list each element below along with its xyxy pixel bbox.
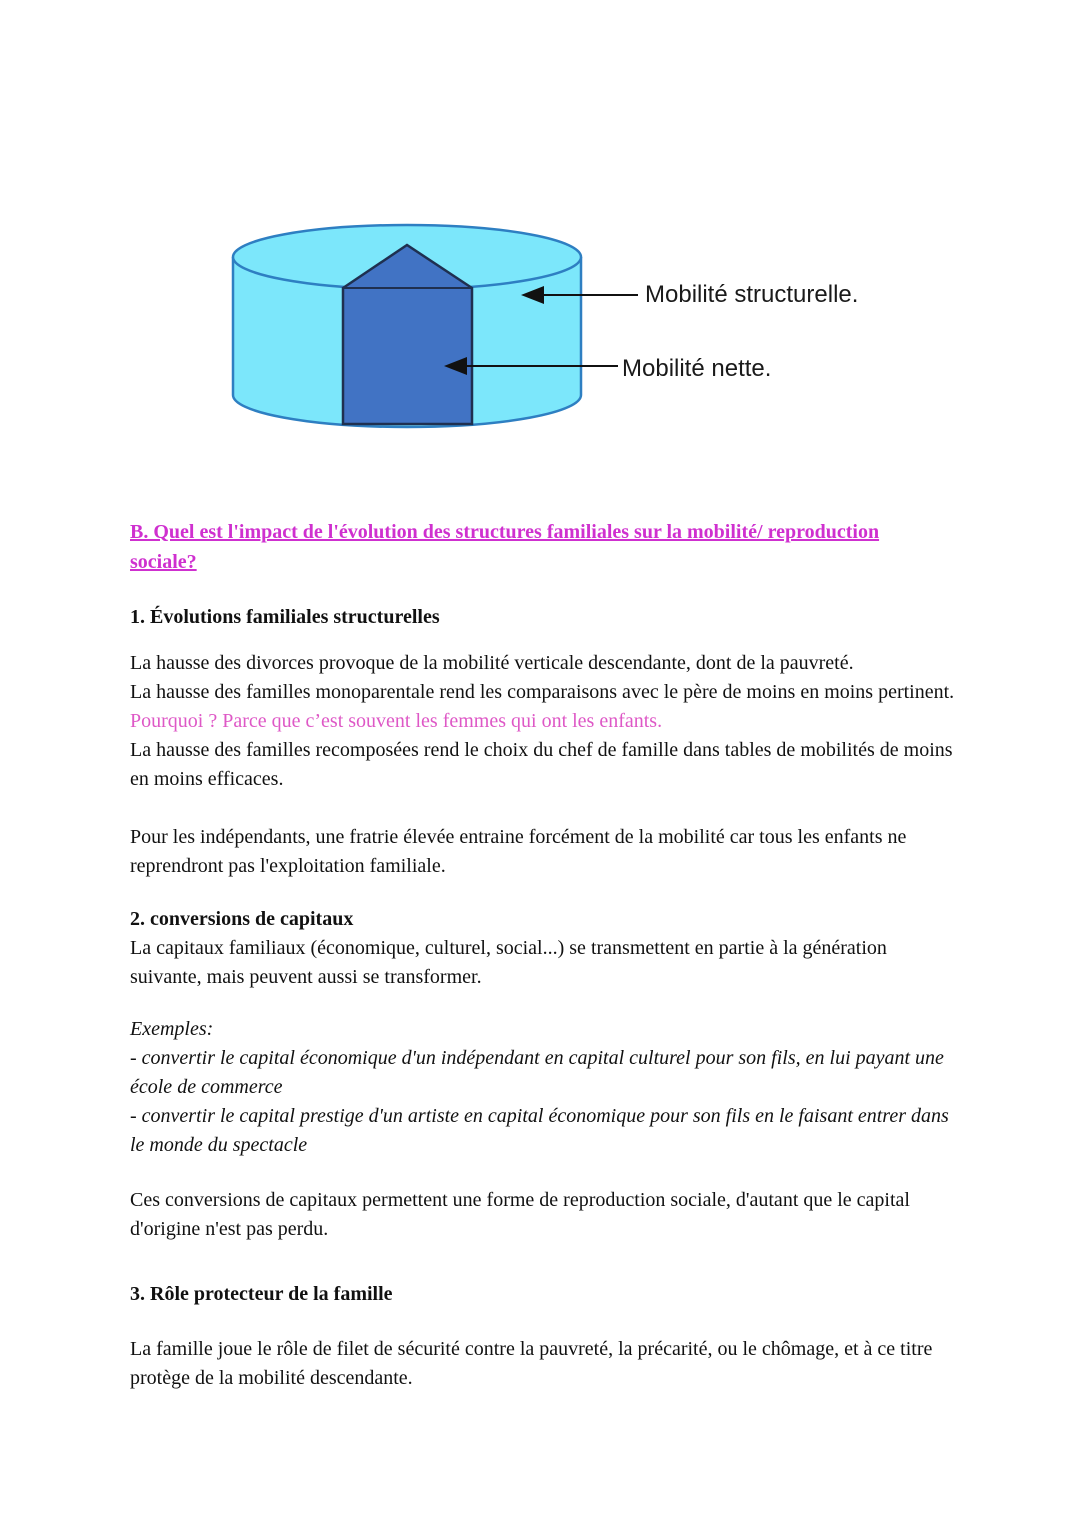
example-2: - convertir le capital prestige d'un artiste en capital économique pour son fils en le faisant entrer dans le monde du spectacle	[130, 1105, 949, 1156]
heading-b-line1: B. Quel est l'impact de l'évolution des structures familiales sur la mobilité/ reproduction	[130, 521, 880, 543]
label-structural-mobility: Mobilité structurelle.	[645, 281, 859, 308]
section1-paragraph1	[130, 649, 960, 794]
section2-paragraph1: La capitaux familiaux (économique, culturel, social...) se transmettent en partie à la génération suivante, mais peuvent aussi se transformer.	[130, 937, 887, 988]
label-net-mobility: Mobilité nette.	[622, 355, 772, 382]
document-body	[130, 517, 960, 1393]
section3-title: 3. Rôle protecteur de la famille	[130, 1283, 393, 1305]
mobility-diagram	[160, 200, 640, 450]
sentence-divorces: La hausse des divorces provoque de la mobilité verticale descendante, dont de la pauvreté.	[130, 652, 854, 674]
section1-paragraph2: Pour les indépendants, une fratrie élevée entraine forcément de la mobilité car tous les enfants ne reprendront pas l'exploitation familiale.	[130, 826, 907, 877]
examples-label: Exemples:	[130, 1018, 214, 1040]
section2-paragraph2: Ces conversions de capitaux permettent une forme de reproduction sociale, d'autant que le capital d'origine n'est pas perdu.	[130, 1189, 910, 1240]
heading-b	[130, 517, 960, 577]
example-1: - convertir le capital économique d'un indépendant en capital culturel pour son fils, en lui payant une école de commerce	[130, 1047, 944, 1098]
sentence-pink-note: Pourquoi ? Parce que c’est souvent les femmes qui ont les enfants.	[130, 710, 663, 732]
section2-title: 2. conversions de capitaux	[130, 908, 354, 930]
heading-b-line2: sociale?	[130, 551, 197, 573]
sentence-monoparentale: La hausse des familles monoparentale rend les comparaisons avec le père de moins en moins pertinent.	[130, 681, 955, 703]
sentence-recomposees: La hausse des familles recomposées rend le choix du chef de famille dans tables de mobilités de moins en moins efficaces.	[130, 739, 953, 790]
examples-block	[130, 1015, 960, 1160]
section3-paragraph1: La famille joue le rôle de filet de sécurité contre la pauvreté, la précarité, ou le chômage, et à ce titre protège de la mobilité descendante.	[130, 1338, 933, 1389]
section1-title: 1. Évolutions familiales structurelles	[130, 606, 440, 628]
